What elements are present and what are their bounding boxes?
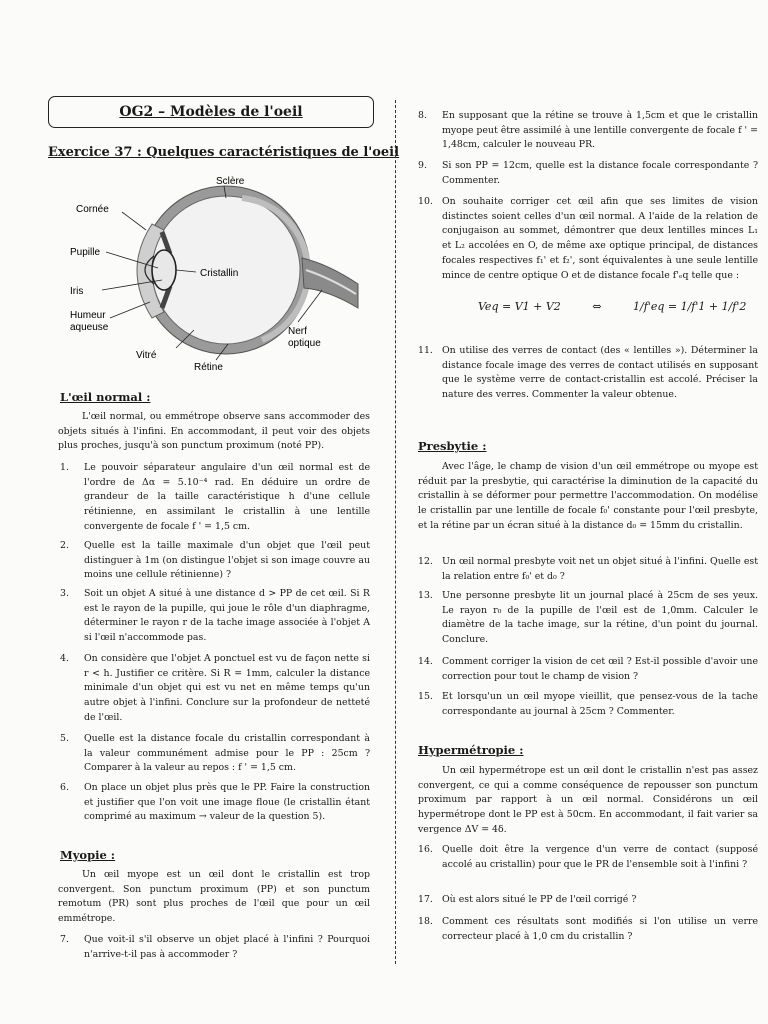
- oeil-normal-intro: L'œil normal, ou emmétrope observe sans accommoder des objets situés à l'infini. En accommodant, il peut voir des objets plus proches, jusqu'à son punctum proximum (noté PP).: [58, 411, 370, 452]
- question-7: 7. Que voit-il s'il observe un objet placé à l'infini ? Pourquoi n'arrive-t-il pas à accommoder ?: [60, 934, 370, 960]
- section-hypermetropie: Hypermétropie :: [418, 743, 524, 757]
- label-optique: optique: [288, 338, 321, 349]
- label-cornee: Cornée: [76, 204, 109, 215]
- section-myopie: Myopie :: [60, 848, 116, 862]
- question-12: 12. Un œil normal presbyte voit net un objet situé à l'infini. Quelle est la relation entre f₀' et d₀ ?: [418, 556, 758, 582]
- optic-nerve-shape: [302, 258, 358, 308]
- label-cristallin: Cristallin: [200, 268, 239, 279]
- exercise-title: Exercice 37 : Quelques caractéristiques de l'oeil: [48, 145, 400, 160]
- question-4: 4. On considère que l'objet A ponctuel est vu de façon nette si r < h. Justifier ce critère. Si R = 1mm, calculer la distance minimale d'un objet qui est vu net en même temps qu'un autre objet à l'infini. Conclure sur la profondeur de netteté de l'œil.: [60, 653, 370, 723]
- page-title: OG2 – Modèles de l'oeil: [48, 96, 374, 128]
- question-17: 17. Où est alors situé le PP de l'œil corrigé ?: [418, 894, 637, 905]
- label-retine: Rétine: [194, 362, 223, 373]
- question-18: 18. Comment ces résultats sont modifiés si l'on utilise un verre correcteur placé à 1,0 cm du cristallin ?: [418, 916, 758, 942]
- question-8: 8. En supposant que la rétine se trouve à 1,5cm et que le cristallin myope peut être assimilé à une lentille convergente de focale f ' = 1,48cm, calculer le nouveau PR.: [418, 110, 758, 151]
- question-11: 11. On utilise des verres de contact (des « lentilles »). Déterminer la distance focale image des verres de contact utilisés en supposant que le système verre de contact-cristallin est accolé. Préciser la nature des verres. Commenter la valeur obtenue.: [418, 345, 758, 401]
- question-13: 13. Une personne presbyte lit un journal placé à 25cm de ses yeux. Le rayon r₀ de la pupille de l'œil est de 1,0mm. Calculer le diamètre de la tache image, sur la rétine, d'un point du journal. Conclure.: [418, 590, 758, 646]
- label-iris: Iris: [70, 286, 84, 297]
- question-3: 3. Soit un objet A situé à une distance d > PP de cet œil. Si R est le rayon de la pupille, qui joue le rôle d'un diaphragme, déterminer le rayon r de la tache image associée à l'objet A si l'œil n'accommode pas.: [60, 588, 370, 644]
- lens-shape: [152, 250, 176, 290]
- formula-arrow: ⇔: [592, 300, 602, 313]
- presbytie-intro: Avec l'âge, le champ de vision d'un œil emmétrope ou myope est réduit par la presbytie, qui caractérise la diminution de la capacité du cristallin à se déformer pour permettre l'accommodation. On modélise le cristallin par une lentille de focale f₀' constante pour l'œil presbyte, et la rétine par un écran situé à la distance d₀ = 15mm du cristallin.: [418, 461, 758, 531]
- label-vitre: Vitré: [136, 350, 157, 361]
- question-6: 6. On place un objet plus près que le PP. Faire la construction et justifier que l'on voit une image floue (le cristallin étant comprimé au maximum → valeur de la question 5).: [60, 782, 370, 823]
- question-14: 14. Comment corriger la vision de cet œil ? Est-il possible d'avoir une correction pour tout le champ de vision ?: [418, 656, 758, 682]
- myopie-intro: Un œil myope est un œil dont le cristallin est trop convergent. Son punctum proximum (PP) et son punctum remotum (PR) sont plus proches de l'œil que pour un œil emmétrope.: [58, 869, 370, 925]
- section-presbytie: Presbytie :: [418, 439, 487, 453]
- question-2: 2. Quelle est la taille maximale d'un objet que l'œil peut distinguer à 1m (on distingue l'objet si son image couvre au moins une cellule rétinienne) ?: [60, 540, 370, 581]
- formula: [478, 300, 746, 313]
- eye-diagram: [66, 172, 366, 380]
- hypermetropie-intro: Un œil hypermétrope est un œil dont le cristallin n'est pas assez convergent, ce qui a comme conséquence de repousser son punctum proximum par rapport à un œil normal. Considérons un œil hypermétrope dont le PP est à 50cm. En accommodant, il fait varier sa vergence ΔV = 4δ.: [418, 765, 758, 835]
- section-oeil-normal: L'œil normal :: [60, 390, 151, 404]
- label-aqueuse: aqueuse: [70, 322, 109, 333]
- question-10: 10. On souhaite corriger cet œil afin que ses limites de vision distinctes soient celles d'un œil normal. A l'aide de la relation de conjugaison au sommet, démontrer que deux lentilles minces L₁ et L₂ accolées en O, de même axe optique principal, de distances focales respectives f₁' et f₂', sont équivalentes à une seule lentille mince de centre optique O et de distance focale f'ₑq telle que :: [418, 196, 758, 281]
- question-16: 16. Quelle doit être la vergence d'un verre de contact (supposé accolé au cristallin) pour que le PR de l'ensemble soit à l'infini ?: [418, 844, 758, 870]
- question-9: 9. Si son PP = 12cm, quelle est la distance focale correspondante ? Commenter.: [418, 160, 758, 186]
- question-1: 1. Le pouvoir séparateur angulaire d'un œil normal est de l'ordre de Δα = 5.10⁻⁴ rad. En déduire un ordre de grandeur de la taille caractéristique h d'une cellule rétinienne, en assimilant le cristallin à une lentille convergente de focale f ' = 1,5 cm.: [60, 462, 370, 532]
- question-5: 5. Quelle est la distance focale du cristallin correspondant à la valeur communément admise pour le PP : 25cm ? Comparer à la valeur au repos : f ' = 1,5 cm.: [60, 733, 370, 774]
- formula-lhs: Veq = V1 + V2: [478, 300, 561, 313]
- label-humeur: Humeur: [70, 310, 106, 321]
- column-divider: [395, 100, 396, 964]
- label-nerf: Nerf: [288, 326, 307, 337]
- formula-rhs: 1/f'eq = 1/f'1 + 1/f'2: [633, 300, 747, 313]
- label-pupille: Pupille: [70, 247, 101, 258]
- question-15: 15. Et lorsqu'un un œil myope vieillit, que pensez-vous de la tache correspondante au journal à 25cm ? Commenter.: [418, 691, 758, 717]
- label-sclere: Sclère: [216, 176, 245, 187]
